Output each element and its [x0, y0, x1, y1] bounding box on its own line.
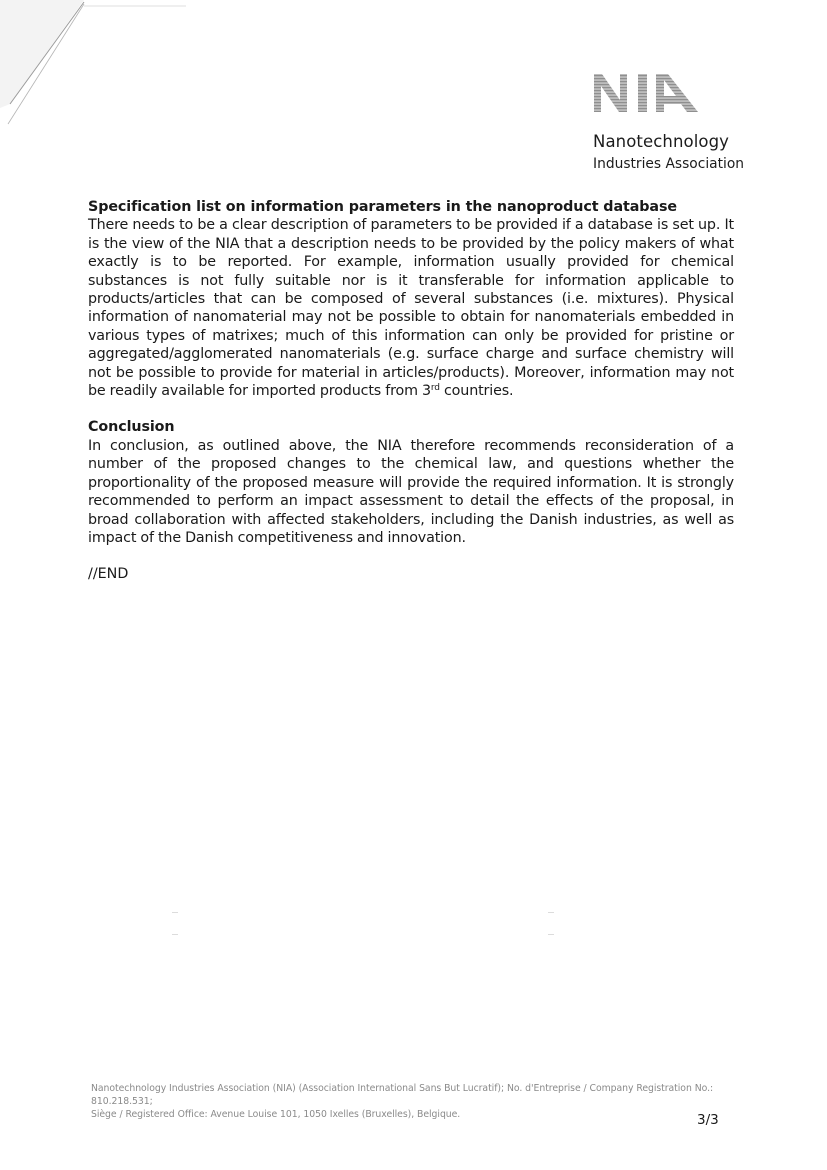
scan-speck	[172, 912, 178, 913]
end-mark: //END	[88, 566, 129, 583]
footer-line-2: Siège / Registered Office: Avenue Louise 101, 1050 Ixelles (Bruxelles), Belgique.	[91, 1109, 461, 1120]
specification-section	[88, 198, 734, 400]
scan-speck	[172, 934, 178, 935]
section-paragraph	[88, 216, 734, 400]
scan-corner-fold	[0, 0, 190, 130]
document-body	[88, 198, 734, 584]
conclusion-section	[88, 418, 734, 547]
nia-logo-mark	[592, 72, 702, 114]
scan-speck	[548, 934, 554, 935]
page-footer	[91, 1082, 751, 1121]
section-heading: Specification list on information parameters in the nanoproduct database	[88, 199, 677, 215]
logo-name-line1: Nanotechnology	[593, 132, 730, 151]
paragraph-text-end: countries.	[439, 383, 514, 400]
page-number: 3/3	[697, 1112, 719, 1128]
scan-speck	[548, 912, 554, 913]
footer-line-1: Nanotechnology Industries Association (NIA) (Association International Sans But Lucratif); No. d'Entreprise / Company Registration No.: 810.218.531;	[91, 1083, 714, 1107]
logo-name-line2: Industries Association	[593, 156, 745, 172]
section-heading: Conclusion	[88, 419, 175, 436]
paragraph-text: There needs to be a clear description of parameters to be provided if a database is set up. It is the view of the NIA that a description needs to be provided by the policy makers of what exactly is to be reported. For example, information usually provided for chemical substances is not fully suitable nor is it transferable for information applicable to products/articles that can be composed of several substances (i.e. mixtures). Physical information of nanomaterial may not be possible to obtain for nanomaterials embedded in various types of matrixes; much of this information can only be provided for pristine or aggregated/agglomerated nanomaterials (e.g. surface charge and surface chemistry will not be possible to provide for material in articles/products). Moreover, information may not be readily available for imported products from 3	[88, 217, 734, 400]
ordinal-superscript: rd	[430, 383, 440, 394]
nia-logo	[592, 72, 745, 172]
section-paragraph: In conclusion, as outlined above, the NIA therefore recommends reconsideration of a number of the proposed changes to the chemical law, and questions whether the proportionality of the proposed measure will provide the required information. It is strongly recommended to perform an impact assessment to detail the effects of the proposal, in broad collaboration with affected stakeholders, including the Danish industries, as well as impact of the Danish competitiveness and innovation.	[88, 437, 734, 546]
